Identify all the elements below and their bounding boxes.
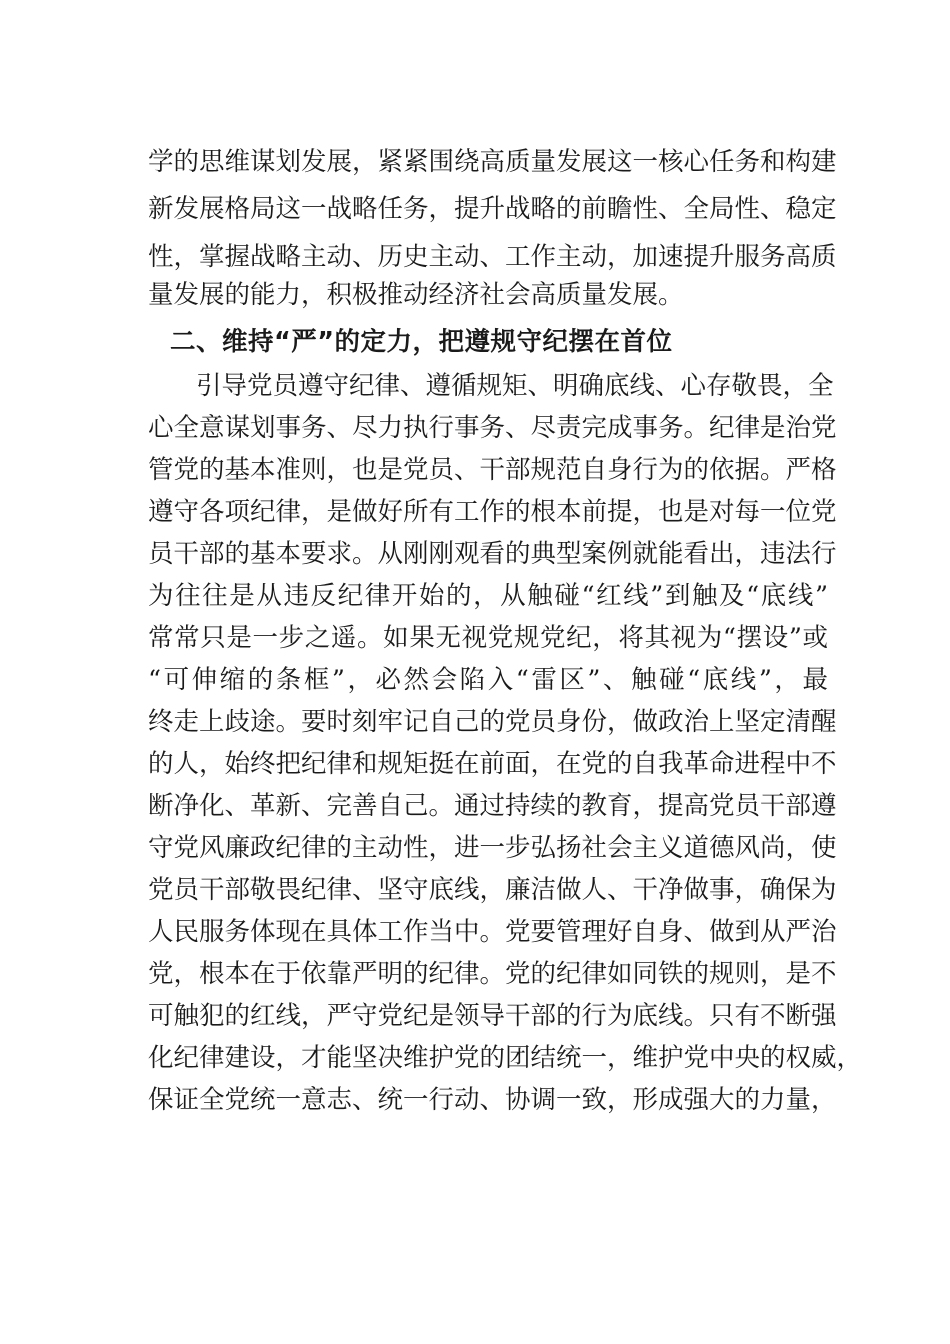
paragraph-2-line: 党，根本在于依靠严明的纪律。党的纪律如同铁的规则，是不 (148, 959, 837, 989)
paragraph-2-line: 为往往是从违反纪律开始的，从触碰“红线”到触及“底线” (148, 581, 828, 611)
paragraph-2-line: 保证全党统一意志、统一行动、协调一致，形成强大的力量， (148, 1085, 837, 1115)
paragraph-2-line: 终走上歧途。要时刻牢记自己的党员身份，做政治上坚定清醒 (148, 707, 837, 737)
paragraph-2-line: 心全意谋划事务、尽力执行事务、尽责完成事务。纪律是治党 (148, 413, 837, 443)
paragraph-2-line: 常常只是一步之遥。如果无视党规党纪，将其视为“摆设”或 (148, 623, 828, 653)
paragraph-1-line: 新发展格局这一战略任务，提升战略的前瞻性、全局性、稳定 (148, 194, 837, 224)
paragraph-2-line: 员干部的基本要求。从刚刚观看的典型案例就能看出，违法行 (148, 539, 837, 569)
paragraph-2-line: “可伸缩的条框”，必然会陷入“雷区”、触碰“底线”，最 (148, 665, 828, 695)
paragraph-2-line: 守党风廉政纪律的主动性，进一步弘扬社会主义道德风尚，使 (148, 833, 837, 863)
paragraph-2-line: 化纪律建设，才能坚决维护党的团结统一，维护党中央的权威， (148, 1043, 863, 1073)
paragraph-2-line: 引导党员遵守纪律、遵循规矩、明确底线、心存敬畏，全 (196, 371, 834, 401)
paragraph-2-line: 断净化、革新、完善自己。通过持续的教育，提高党员干部遵 (148, 791, 837, 821)
paragraph-2-line: 遵守各项纪律，是做好所有工作的根本前提，也是对每一位党 (148, 497, 837, 527)
paragraph-2-line: 党员干部敬畏纪律、坚守底线，廉洁做人、干净做事，确保为 (148, 875, 837, 905)
section-heading: 二、维持“严”的定力，把遵规守纪摆在首位 (170, 327, 673, 357)
paragraph-1-line: 性，掌握战略主动、历史主动、工作主动，加速提升服务高质 (148, 242, 837, 272)
paragraph-2-line: 可触犯的红线，严守党纪是领导干部的行为底线。只有不断强 (148, 1001, 837, 1031)
paragraph-1-line: 学的思维谋划发展，紧紧围绕高质量发展这一核心任务和构建 (148, 147, 837, 177)
paragraph-2-line: 人民服务体现在具体工作当中。党要管理好自身、做到从严治 (148, 917, 837, 947)
paragraph-1-line: 量发展的能力，积极推动经济社会高质量发展。 (148, 280, 684, 310)
paragraph-2-line: 管党的基本准则，也是党员、干部规范自身行为的依据。严格 (148, 455, 837, 485)
paragraph-2-line: 的人，始终把纪律和规矩挺在前面，在党的自我革命进程中不 (148, 749, 837, 779)
